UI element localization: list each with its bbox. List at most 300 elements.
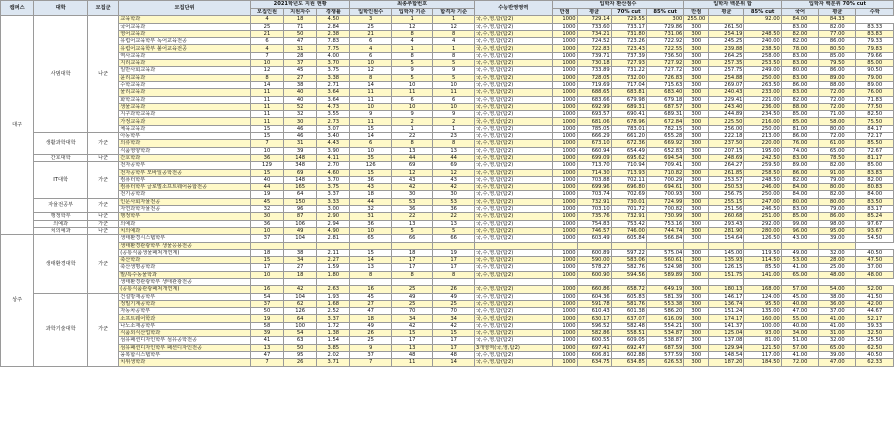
data-cell: 1000: [552, 38, 577, 45]
data-cell: 80.00: [781, 198, 818, 205]
data-cell: 8: [391, 52, 432, 59]
data-cell: 91.00: [819, 169, 856, 176]
data-cell: 690.41: [611, 111, 646, 118]
data-cell: 53: [391, 198, 432, 205]
unit-cell: 행정학부: [119, 213, 251, 220]
data-cell: 694.61: [646, 184, 683, 191]
data-cell: 15: [250, 169, 283, 176]
data-cell: 80.83: [856, 184, 894, 191]
data-cell: 213.00: [744, 133, 781, 140]
unit-cell: 나노소재공학부: [119, 322, 251, 329]
header-suneung: 수능반영영역: [474, 1, 552, 16]
data-cell: 18: [284, 271, 317, 278]
unit-cell: 건설방재공학부: [119, 293, 251, 300]
data-cell: 3.70: [317, 176, 350, 183]
data-cell: 79.33: [856, 38, 894, 45]
data-cell: 국,수,영,탐(탐2): [474, 206, 552, 213]
table-row: [1, 89, 894, 96]
data-cell: 32.00: [819, 337, 856, 344]
data-cell: 714.30: [577, 169, 611, 176]
data-cell: 2.52: [317, 308, 350, 315]
data-cell: 43: [350, 184, 391, 191]
data-cell: 10: [350, 227, 391, 234]
data-cell: 250.00: [744, 74, 781, 81]
data-cell: 30: [433, 191, 475, 198]
data-cell: 국,수,영,탐(탐2): [474, 257, 552, 264]
data-cell: 300: [684, 147, 709, 154]
data-cell: 151.24: [709, 308, 744, 315]
unit-cell: 간호학과: [119, 154, 251, 161]
data-cell: 187.20: [709, 359, 744, 366]
data-cell: 85.50: [744, 264, 781, 271]
table-row: [1, 140, 894, 147]
data-cell: 35: [350, 154, 391, 161]
data-cell: 248.69: [709, 154, 744, 161]
data-cell: 697.41: [577, 344, 611, 351]
data-cell: 234.50: [744, 111, 781, 118]
data-cell: 85.24: [856, 213, 894, 220]
data-cell: 17: [391, 337, 432, 344]
data-cell: 261.50: [709, 23, 744, 30]
unit-cell: 생태환경관광학부 생태관광전공: [119, 278, 251, 285]
data-cell: 72.00: [819, 133, 856, 140]
header-campus: 캠퍼스: [1, 1, 34, 16]
unit-cell: 영어교육과: [119, 30, 251, 37]
data-cell: 44: [433, 154, 475, 161]
data-cell: 국,수,영,탐(탐2): [474, 81, 552, 88]
data-cell: 597.22: [611, 249, 646, 256]
unit-cell: 역사교육과: [119, 52, 251, 59]
data-cell: 246.50: [744, 206, 781, 213]
college-cell: IT대학: [34, 162, 88, 198]
data-cell: 722.92: [646, 38, 683, 45]
data-cell: 63: [284, 337, 317, 344]
data-cell: 국,수,영,탐(탐2): [474, 286, 552, 293]
data-cell: [646, 242, 683, 249]
data-cell: 국,수,영,탐(탐2): [474, 176, 552, 183]
unit-cell: 지리교육과: [119, 60, 251, 67]
data-cell: 65: [350, 235, 391, 242]
data-cell: 45: [350, 293, 391, 300]
data-cell: 300: [684, 337, 709, 344]
data-cell: 782.15: [646, 125, 683, 132]
data-cell: 10: [391, 81, 432, 88]
data-cell: 국,수,영,탐(탐2): [474, 169, 552, 176]
data-cell: 300: [684, 184, 709, 191]
data-cell: 683.66: [577, 96, 611, 103]
data-cell: 600.55: [577, 337, 611, 344]
data-cell: 국,수,영,탐(탐2): [474, 30, 552, 37]
data-cell: 54: [284, 330, 317, 337]
data-cell: 4.90: [317, 227, 350, 234]
data-cell: 672.84: [646, 118, 683, 125]
data-cell: 국,수,영,탐(탐2): [474, 235, 552, 242]
data-cell: 83.00: [781, 154, 818, 161]
data-cell: 45: [284, 67, 317, 74]
data-cell: 253.57: [709, 176, 744, 183]
group-cell: 나군: [88, 227, 119, 234]
group-cell: 가군: [88, 235, 119, 293]
data-cell: 8: [250, 74, 283, 81]
data-cell: 8: [391, 271, 432, 278]
data-cell: 2.11: [317, 249, 350, 256]
data-cell: 1: [391, 16, 432, 23]
data-cell: 1000: [552, 293, 577, 300]
data-cell: 17: [433, 344, 475, 351]
data-cell: [684, 242, 709, 249]
data-cell: 1000: [552, 74, 577, 81]
data-cell: 114.50: [744, 257, 781, 264]
data-cell: 240.43: [709, 89, 744, 96]
table-row: [1, 125, 894, 132]
data-cell: 21: [250, 30, 283, 37]
data-cell: 300: [684, 257, 709, 264]
data-cell: 207.15: [709, 147, 744, 154]
data-cell: 300: [684, 264, 709, 271]
data-cell: 733.60: [577, 23, 611, 30]
data-cell: 75.50: [856, 118, 894, 125]
data-cell: 581.76: [611, 300, 646, 307]
data-cell: 1000: [552, 330, 577, 337]
data-cell: 41.00: [781, 264, 818, 271]
data-cell: 3.75: [317, 67, 350, 74]
data-cell: 300: [684, 227, 709, 234]
data-cell: 62: [284, 300, 317, 307]
data-cell: 1000: [552, 308, 577, 315]
data-cell: 66: [433, 235, 475, 242]
data-cell: 582.48: [611, 322, 646, 329]
data-cell: 95.00: [819, 227, 856, 234]
data-cell: 48.00: [819, 271, 856, 278]
data-cell: 605.84: [611, 235, 646, 242]
data-cell: [709, 278, 744, 285]
data-cell: 국,수,영,탐(탐2): [474, 52, 552, 59]
data-cell: 44: [350, 198, 391, 205]
data-cell: 250.53: [709, 184, 744, 191]
data-cell: 689.31: [646, 111, 683, 118]
header-sub: 평균: [709, 9, 744, 16]
data-cell: 82.00: [819, 191, 856, 198]
unit-cell: 식품영양학과: [119, 147, 251, 154]
data-cell: 713.70: [577, 162, 611, 169]
header-sub: 85% cut: [646, 9, 683, 16]
data-cell: 43: [433, 176, 475, 183]
data-cell: 16: [250, 286, 283, 293]
college-cell: 행정학부: [34, 213, 88, 220]
data-cell: 4.43: [317, 140, 350, 147]
data-cell: 77.50: [856, 103, 894, 110]
data-cell: 737.39: [611, 52, 646, 59]
data-cell: 95: [284, 351, 317, 358]
data-cell: 258.00: [744, 52, 781, 59]
data-cell: 256.00: [709, 125, 744, 132]
data-cell: 1000: [552, 359, 577, 366]
data-cell: 80.00: [781, 67, 818, 74]
data-cell: 652.83: [646, 147, 683, 154]
data-cell: 3.33: [317, 198, 350, 205]
data-cell: 254.88: [709, 74, 744, 81]
data-cell: 국,수,영,탐(탐2): [474, 147, 552, 154]
unit-cell: 정밀기계공학과: [119, 300, 251, 307]
header-unit: 모집단위: [119, 1, 251, 16]
data-cell: 728.05: [577, 74, 611, 81]
data-cell: 260.68: [709, 213, 744, 220]
data-cell: 국,수,영,탐(탐2): [474, 322, 552, 329]
data-cell: 21: [350, 30, 391, 37]
group-cell: 가군: [88, 162, 119, 198]
data-cell: 17: [433, 337, 475, 344]
data-cell: 264.25: [709, 52, 744, 59]
data-cell: 3.90: [317, 147, 350, 154]
data-cell: 292.00: [744, 220, 781, 227]
data-cell: 12: [433, 169, 475, 176]
data-cell: 22: [391, 133, 432, 140]
unit-cell: 섬유패션디자인학부 섬유공학전공: [119, 337, 251, 344]
data-cell: 11: [250, 103, 283, 110]
data-cell: 634.85: [611, 359, 646, 366]
table-row: [1, 30, 894, 37]
data-cell: 51.00: [781, 337, 818, 344]
data-cell: 6: [350, 140, 391, 147]
data-cell: [552, 242, 577, 249]
data-cell: 713.93: [611, 169, 646, 176]
data-cell: 679.18: [646, 96, 683, 103]
data-cell: 300: [684, 162, 709, 169]
data-cell: [552, 278, 577, 285]
data-cell: 78.50: [819, 154, 856, 161]
campus-cell: 대구: [1, 16, 34, 235]
data-cell: 58.00: [819, 118, 856, 125]
table-row: [1, 169, 894, 176]
data-cell: 47: [284, 38, 317, 45]
data-cell: 3.70: [317, 60, 350, 67]
unit-cell: 아동학부: [119, 133, 251, 140]
data-cell: 300: [684, 300, 709, 307]
data-cell: 9: [433, 67, 475, 74]
data-cell: [744, 23, 781, 30]
data-cell: 32: [284, 111, 317, 118]
data-cell: 589.89: [646, 271, 683, 278]
data-cell: 국,수,영,탐(탐2): [474, 118, 552, 125]
data-cell: 40.50: [856, 351, 894, 358]
data-cell: 746.57: [577, 227, 611, 234]
data-cell: 12: [350, 67, 391, 74]
data-cell: 1.38: [317, 330, 350, 337]
data-cell: [317, 242, 350, 249]
data-cell: 22: [433, 213, 475, 220]
data-cell: 129: [250, 162, 283, 169]
data-cell: 293.43: [709, 220, 744, 227]
data-cell: 2: [391, 118, 432, 125]
data-cell: 146.17: [709, 293, 744, 300]
table-row: [1, 38, 894, 45]
data-cell: 100: [284, 322, 317, 329]
data-cell: 124.00: [744, 293, 781, 300]
unit-cell: 생태환경관광학부 생물응용전공: [119, 242, 251, 249]
data-cell: 79.00: [819, 206, 856, 213]
unit-cell: 윤리교육과: [119, 74, 251, 81]
data-cell: 300: [684, 45, 709, 52]
data-cell: 42.00: [856, 300, 894, 307]
data-cell: 국,수,영,탐(탐2): [474, 125, 552, 132]
data-cell: 715.63: [646, 81, 683, 88]
data-cell: 38: [284, 249, 317, 256]
data-cell: 30: [284, 118, 317, 125]
data-cell: 7: [250, 52, 283, 59]
table-row: [1, 198, 894, 205]
unit-cell: 융복합시스템학부: [119, 351, 251, 358]
header-cut: 입학자 백분위 70% cut: [781, 1, 893, 9]
unit-cell: 전자공학부 모바일공학전공: [119, 169, 251, 176]
data-cell: 11: [250, 118, 283, 125]
data-cell: 269.07: [709, 81, 744, 88]
data-cell: [611, 242, 646, 249]
data-cell: 1: [433, 45, 475, 52]
data-cell: 42: [391, 184, 432, 191]
data-cell: 600.90: [577, 271, 611, 278]
data-cell: 1000: [552, 271, 577, 278]
data-cell: 52.00: [856, 286, 894, 293]
unit-cell: 생물교육과: [119, 103, 251, 110]
data-cell: 7: [350, 359, 391, 366]
data-cell: 719.69: [577, 81, 611, 88]
data-cell: 730.18: [577, 60, 611, 67]
data-cell: 47.50: [856, 257, 894, 264]
data-cell: 26: [284, 359, 317, 366]
data-cell: 724.52: [577, 38, 611, 45]
data-cell: 237.50: [709, 140, 744, 147]
table-row: [1, 227, 894, 234]
data-cell: 84.00: [781, 184, 818, 191]
data-cell: 62.50: [856, 344, 894, 351]
data-cell: 84.33: [819, 16, 856, 23]
data-cell: 48: [433, 351, 475, 358]
data-cell: 348: [284, 162, 317, 169]
data-cell: 2.94: [317, 220, 350, 227]
table-row: [1, 344, 894, 351]
data-cell: 300: [684, 359, 709, 366]
group-cell: 나군: [88, 154, 119, 161]
data-cell: 국,수,영,탐(탐2): [474, 60, 552, 67]
data-cell: 126.50: [744, 235, 781, 242]
data-cell: 76.00: [856, 89, 894, 96]
unit-cell: (공통식품관광패쳐개연계): [119, 286, 251, 293]
table-row: [1, 74, 894, 81]
data-cell: 3.64: [317, 96, 350, 103]
data-cell: [391, 242, 432, 249]
data-cell: 746.00: [611, 227, 646, 234]
data-cell: 국,수,영,탐(탐2): [474, 67, 552, 74]
data-cell: 753.16: [646, 220, 683, 227]
data-cell: 13: [350, 264, 391, 271]
data-cell: 65.00: [819, 147, 856, 154]
data-cell: 1000: [552, 322, 577, 329]
data-cell: 2.63: [317, 286, 350, 293]
data-cell: [744, 278, 781, 285]
table-row: [1, 81, 894, 88]
header-sub: 국어: [781, 9, 818, 16]
data-cell: 국,수,영,탐(탐2): [474, 184, 552, 191]
unit-cell: (공통식품생물패쳐개연계): [119, 249, 251, 256]
data-cell: 76.00: [781, 140, 818, 147]
header-sub: 만점: [684, 9, 709, 16]
data-cell: 710.94: [611, 162, 646, 169]
data-cell: 554.21: [646, 322, 683, 329]
data-cell: 72.17: [856, 133, 894, 140]
data-cell: 41.00: [781, 351, 818, 358]
data-cell: 84.00: [856, 191, 894, 198]
unit-cell: 자동차공학부: [119, 308, 251, 315]
data-cell: 1000: [552, 220, 577, 227]
data-cell: 84.17: [856, 125, 894, 132]
data-cell: 83.00: [781, 206, 818, 213]
data-cell: 1.54: [317, 337, 350, 344]
data-cell: 44: [391, 154, 432, 161]
data-cell: 1000: [552, 125, 577, 132]
data-cell: 국,수,영,탐(탐2): [474, 249, 552, 256]
data-cell: 732.91: [611, 213, 646, 220]
data-cell: 54.50: [856, 235, 894, 242]
data-cell: 661.20: [611, 133, 646, 140]
data-cell: 41.50: [856, 293, 894, 300]
data-cell: 40: [250, 176, 283, 183]
data-cell: 64: [284, 191, 317, 198]
data-cell: 6: [391, 96, 432, 103]
data-cell: 79.00: [856, 74, 894, 81]
data-cell: 710.82: [646, 169, 683, 176]
data-cell: 723.43: [611, 45, 646, 52]
data-cell: 82.00: [819, 162, 856, 169]
data-cell: 8: [433, 30, 475, 37]
data-cell: 14: [350, 257, 391, 264]
data-cell: 256.75: [709, 191, 744, 198]
data-cell: 1000: [552, 103, 577, 110]
table-row: [1, 278, 894, 285]
data-cell: 300: [684, 30, 709, 37]
header-last: 최종추합번호: [350, 1, 474, 9]
college-cell: 생태환경대학: [34, 235, 88, 293]
data-cell: 582.76: [611, 264, 646, 271]
data-cell: 10: [250, 60, 283, 67]
data-cell: 국,수,영,탐(탐2): [474, 111, 552, 118]
data-cell: 52: [284, 103, 317, 110]
data-cell: 37.00: [819, 308, 856, 315]
data-cell: 1000: [552, 176, 577, 183]
data-cell: 702.11: [611, 176, 646, 183]
table-row: [1, 23, 894, 30]
data-cell: 1000: [552, 147, 577, 154]
data-cell: 46: [284, 133, 317, 140]
data-cell: 1.72: [317, 322, 350, 329]
data-cell: 국,수,영,탐(탐2): [474, 45, 552, 52]
data-cell: 586.20: [646, 308, 683, 315]
data-cell: 61.00: [819, 140, 856, 147]
table-row: [1, 235, 894, 242]
data-cell: 79.66: [856, 52, 894, 59]
data-cell: 566.84: [646, 235, 683, 242]
data-cell: 19: [433, 249, 475, 256]
data-cell: 10: [250, 227, 283, 234]
data-cell: 195.00: [744, 147, 781, 154]
data-cell: 57.00: [781, 286, 818, 293]
data-cell: 524.98: [646, 264, 683, 271]
data-cell: 14: [350, 133, 391, 140]
data-cell: 49: [350, 322, 391, 329]
data-cell: 106: [284, 220, 317, 227]
data-cell: 96: [284, 206, 317, 213]
data-cell: 89.00: [856, 81, 894, 88]
data-cell: 300: [684, 111, 709, 118]
